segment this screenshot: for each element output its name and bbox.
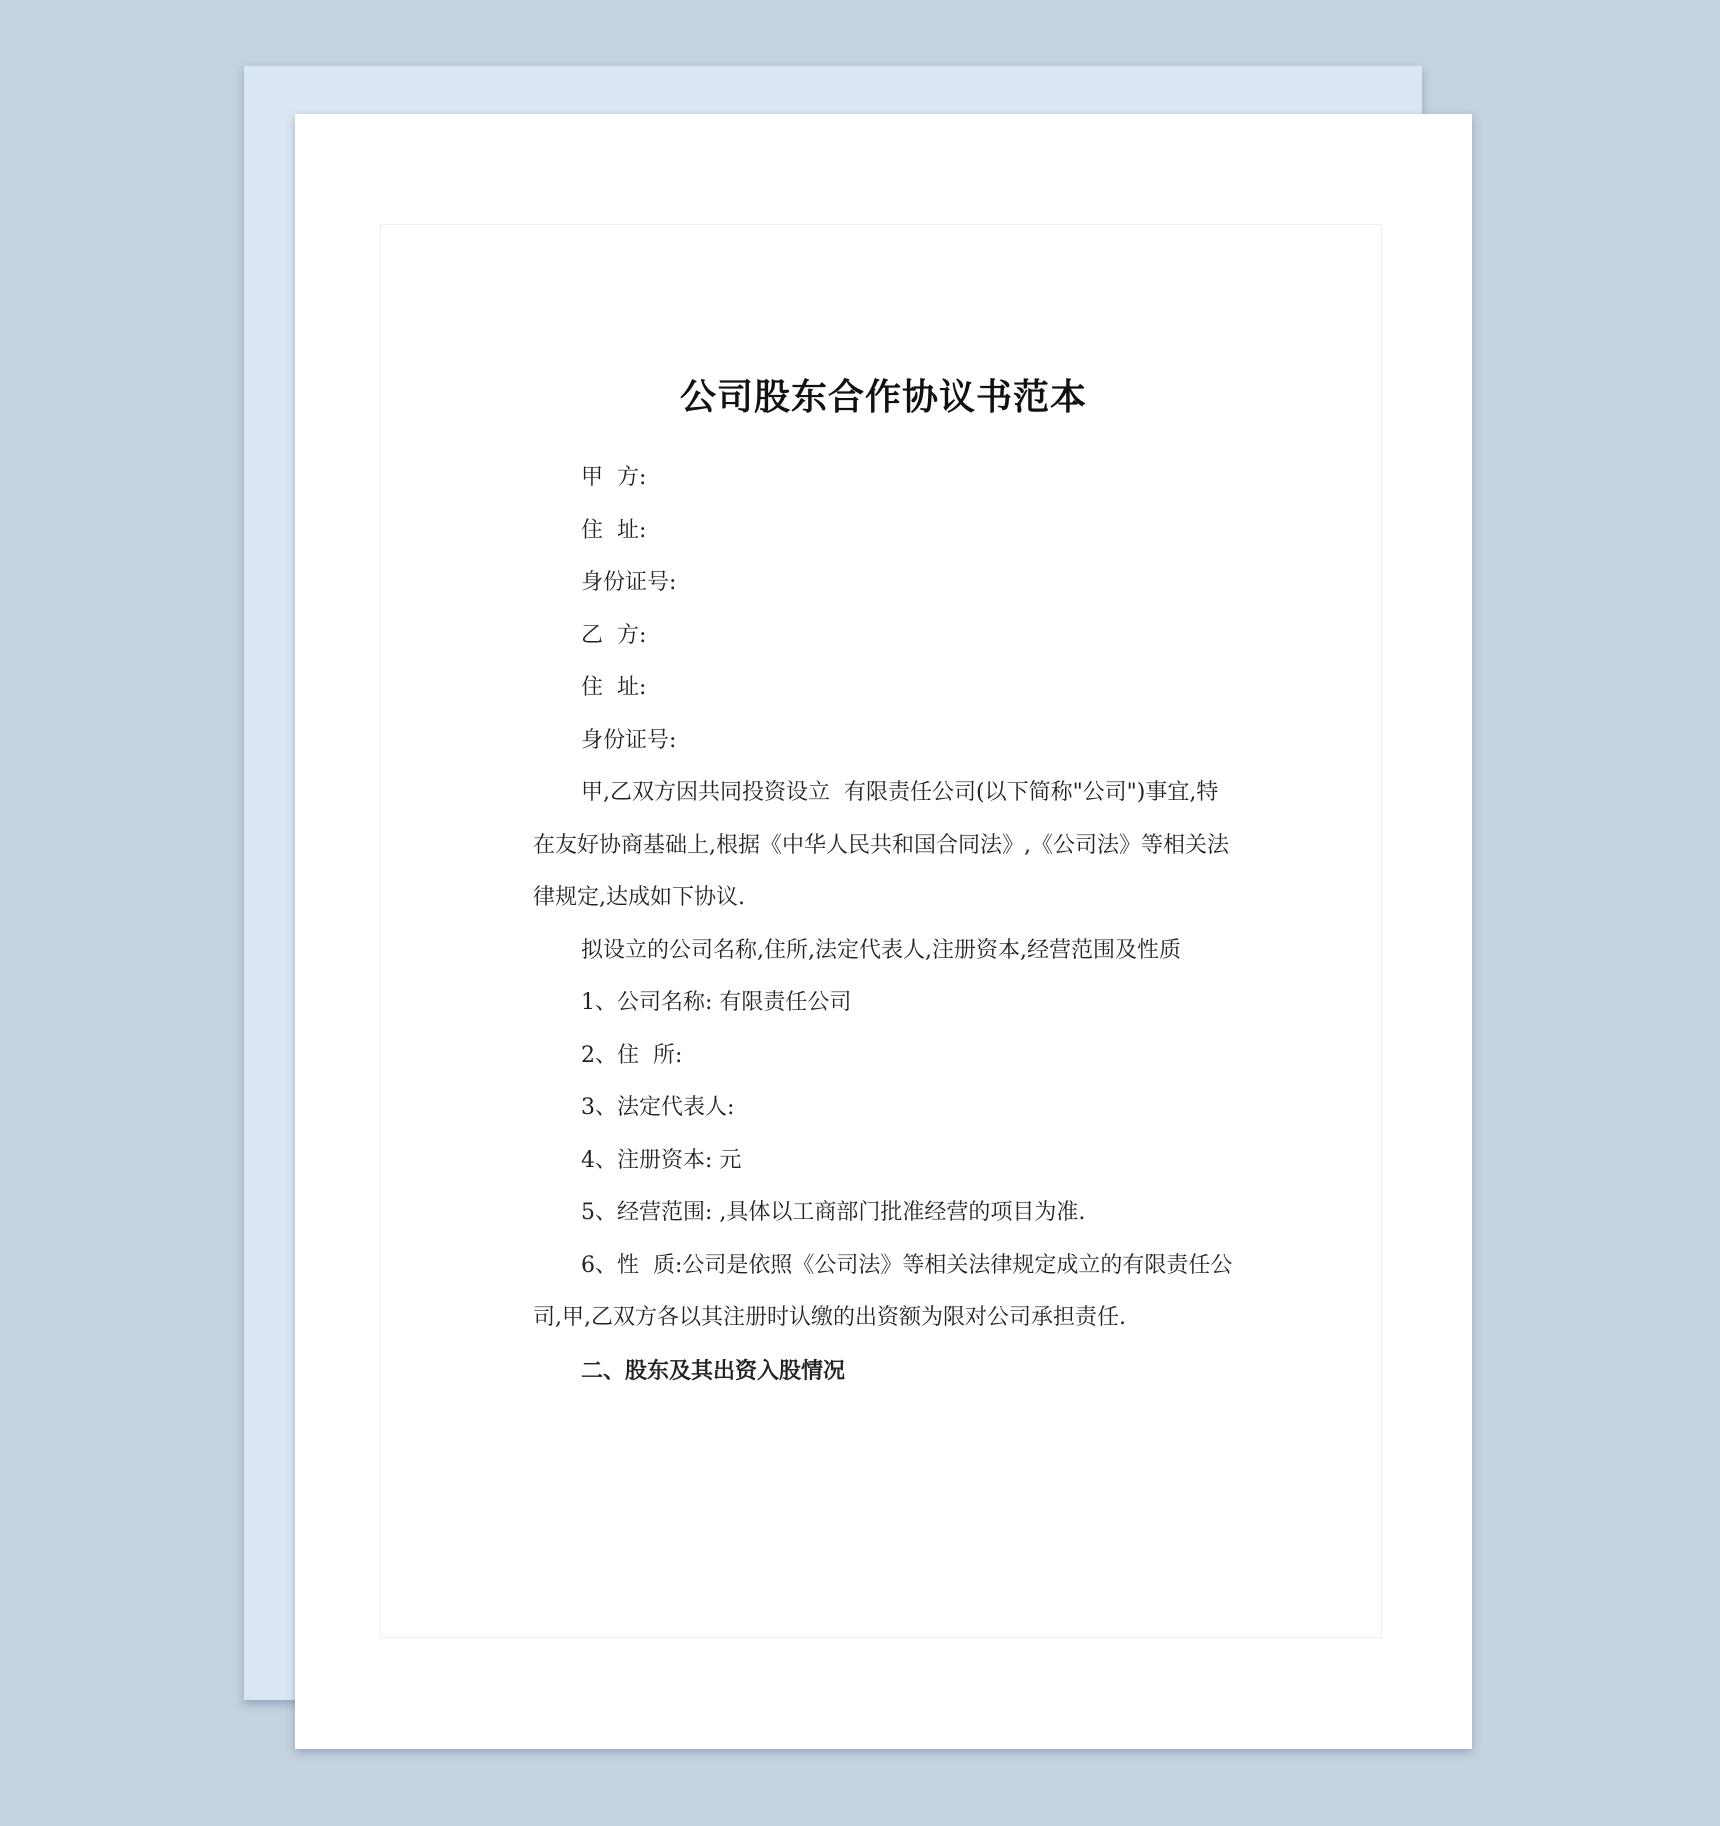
clause-nature: 6、性 质:公司是依照《公司法》等相关法律规定成立的有限责任公司,甲,乙双方各以其注册时认缴的出资额为限对公司承担责任. [533,1252,1233,1330]
party-a-address-label: 住 址: [581,517,647,543]
clause-registered-capital: 4、注册资本: 元 [581,1147,742,1173]
party-a-label: 甲 方: [581,465,647,490]
party-b-label: 乙 方: [581,622,647,648]
document-page [295,114,1472,1749]
clause-domicile: 2、住 所: [581,1042,683,1068]
section-intro-paragraph: 拟设立的公司名称,住所,法定代表人,注册资本,经营范围及性质 [581,937,1181,963]
document-body [533,452,1233,1397]
section-heading-shareholders: 二、股东及其出资入股情况 [581,1357,846,1384]
party-b-address-label: 住 址: [581,675,647,700]
preamble-paragraph: 甲,乙双方因共同投资设立 有限责任公司(以下简称"公司")事宜,特在友好协商基础上,根据《中华人民共和国合同法》,《公司法》等相关法律规定,达成如下协议. [533,780,1229,910]
clause-company-name: 1、公司名称: 有限责任公司 [581,990,852,1015]
clause-legal-representative: 3、法定代表人: [581,1095,735,1120]
clause-business-scope: 5、经营范围: ,具体以工商部门批准经营的项目为准. [581,1200,1086,1225]
party-a-id-label: 身份证号: [581,570,677,595]
party-b-id-label: 身份证号: [581,727,677,753]
document-title: 公司股东合作协议书范本 [679,376,1087,418]
